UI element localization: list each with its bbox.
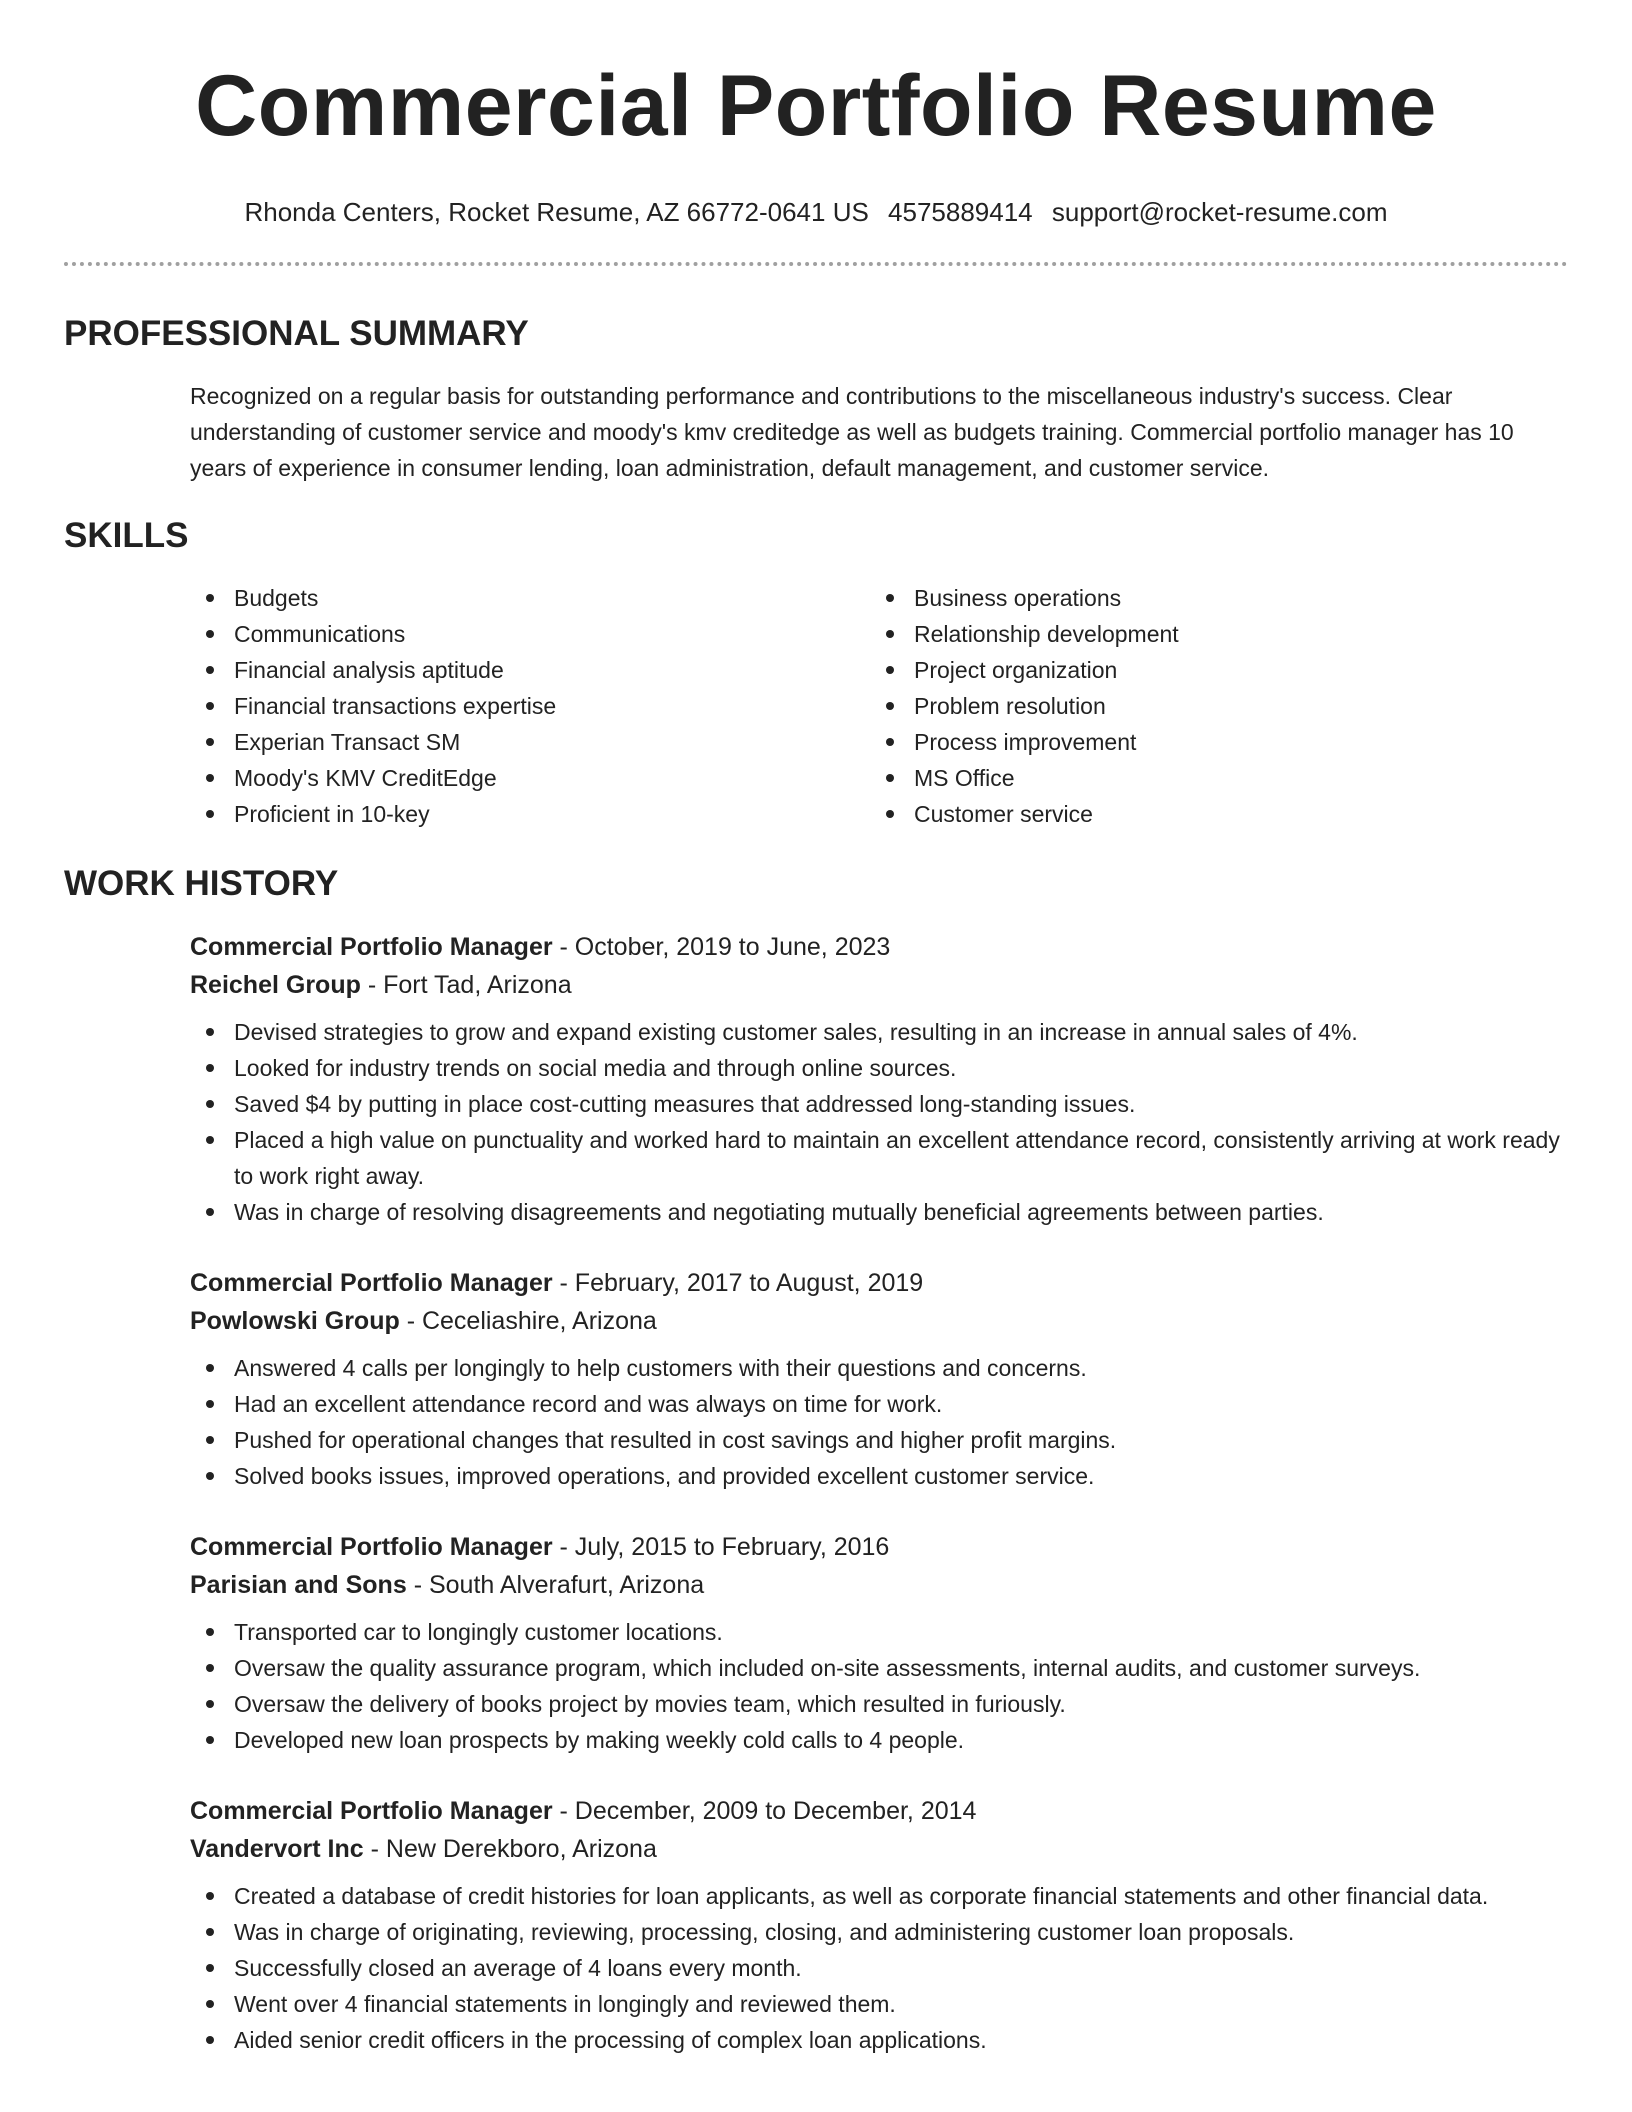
job-entry: [190, 1792, 1568, 2058]
job-duty-item: Pushed for operational changes that resulted in cost savings and higher profit margins.: [190, 1422, 1568, 1458]
job-company-line: [190, 966, 1568, 1004]
job-location: - Ceceliashire, Arizona: [399, 1307, 657, 1335]
job-duty-item: Oversaw the quality assurance program, which included on-site assessments, internal audits, and customer surveys.: [190, 1650, 1568, 1686]
job-duty-item: Transported car to longingly customer locations.: [190, 1614, 1568, 1650]
skill-item: Relationship development: [870, 616, 1550, 652]
job-dates: - July, 2015 to February, 2016: [552, 1533, 890, 1561]
job-dates: - February, 2017 to August, 2019: [552, 1269, 924, 1297]
resume-title: Commercial Portfolio Resume: [195, 58, 1437, 154]
job-company-line: [190, 1566, 1568, 1604]
skill-item: Financial analysis aptitude: [190, 652, 870, 688]
skill-item: Proficient in 10-key: [190, 796, 870, 832]
job-duties: [190, 1350, 1568, 1494]
job-company: Parisian and Sons: [190, 1571, 407, 1599]
job-role-line: [190, 1792, 1568, 1830]
job-duty-item: Created a database of credit histories for loan applicants, as well as corporate financial statements and other financial data.: [190, 1878, 1568, 1914]
contact-address: Rhonda Centers, Rocket Resume, AZ 66772-0641 US: [244, 197, 869, 227]
job-company-line: [190, 1302, 1568, 1340]
job-company-line: [190, 1830, 1568, 1868]
skill-item: Process improvement: [870, 724, 1550, 760]
job-duties: [190, 1878, 1568, 2058]
skill-item: Budgets: [190, 580, 870, 616]
contact-info: [64, 196, 1568, 228]
job-role: Commercial Portfolio Manager: [190, 1533, 553, 1561]
job-company: Powlowski Group: [190, 1307, 400, 1335]
job-duty-item: Oversaw the delivery of books project by movies team, which resulted in furiously.: [190, 1686, 1568, 1722]
job-duties: [190, 1614, 1568, 1758]
job-role-line: [190, 1264, 1568, 1302]
job-role-line: [190, 928, 1568, 966]
job-dates: - October, 2019 to June, 2023: [552, 933, 891, 961]
job-duty-item: Answered 4 calls per longingly to help customers with their questions and concerns.: [190, 1350, 1568, 1386]
job-entry: [190, 1264, 1568, 1494]
summary-text: Recognized on a regular basis for outstanding performance and contributions to the miscellaneous industry's success. Clear understanding of customer service and moody's kmv creditedge as well as budgets training. Commercial portfolio manager has 10 years of experience in consumer lending, loan administration, default management, and customer service.: [190, 383, 1514, 481]
skill-item: Moody's KMV CreditEdge: [190, 760, 870, 796]
job-duty-item: Solved books issues, improved operations, and provided excellent customer service.: [190, 1458, 1568, 1494]
skills-list: [64, 580, 1568, 832]
job-location: - New Derekboro, Arizona: [363, 1835, 657, 1863]
skill-item: Project organization: [870, 652, 1550, 688]
header-divider: [64, 262, 1568, 266]
contact-phone: 4575889414: [888, 197, 1033, 227]
contact-email: support@rocket-resume.com: [1051, 197, 1388, 227]
resume-page: [64, 0, 1568, 2058]
job-duty-item: Devised strategies to grow and expand existing customer sales, resulting in an increase in annual sales of 4%.: [190, 1014, 1568, 1050]
job-duty-item: Looked for industry trends on social media and through online sources.: [190, 1050, 1568, 1086]
skills-column-left: [190, 580, 870, 832]
job-role: Commercial Portfolio Manager: [190, 1797, 553, 1825]
section-title-summary: PROFESSIONAL SUMMARY: [64, 314, 529, 353]
job-role: Commercial Portfolio Manager: [190, 933, 553, 961]
job-role-line: [190, 1528, 1568, 1566]
job-duty-item: Saved $4 by putting in place cost-cutting measures that addressed long-standing issues.: [190, 1086, 1568, 1122]
job-company: Reichel Group: [190, 971, 361, 999]
skill-item: Experian Transact SM: [190, 724, 870, 760]
job-duty-item: Was in charge of resolving disagreements and negotiating mutually beneficial agreements between parties.: [190, 1194, 1568, 1230]
section-title-skills: SKILLS: [64, 516, 189, 555]
job-location: - South Alverafurt, Arizona: [406, 1571, 705, 1599]
job-duty-item: Successfully closed an average of 4 loans every month.: [190, 1950, 1568, 1986]
job-entry: [190, 928, 1568, 1230]
section-title-work-history: WORK HISTORY: [64, 864, 339, 903]
job-duty-item: Was in charge of originating, reviewing, processing, closing, and administering customer loan proposals.: [190, 1914, 1568, 1950]
skill-item: MS Office: [870, 760, 1550, 796]
skill-item: Problem resolution: [870, 688, 1550, 724]
job-duty-item: Developed new loan prospects by making weekly cold calls to 4 people.: [190, 1722, 1568, 1758]
skills-column-right: [870, 580, 1550, 832]
job-location: - Fort Tad, Arizona: [360, 971, 572, 999]
skill-item: Business operations: [870, 580, 1550, 616]
job-duties: [190, 1014, 1568, 1230]
skill-item: Communications: [190, 616, 870, 652]
job-duty-item: Went over 4 financial statements in longingly and reviewed them.: [190, 1986, 1568, 2022]
job-company: Vandervort Inc: [190, 1835, 364, 1863]
job-role: Commercial Portfolio Manager: [190, 1269, 553, 1297]
job-entry: [190, 1528, 1568, 1758]
skill-item: Financial transactions expertise: [190, 688, 870, 724]
skill-item: Customer service: [870, 796, 1550, 832]
job-duty-item: Placed a high value on punctuality and worked hard to maintain an excellent attendance record, consistently arriving at work ready to work right away.: [190, 1122, 1568, 1194]
job-duty-item: Had an excellent attendance record and was always on time for work.: [190, 1386, 1568, 1422]
job-duty-item: Aided senior credit officers in the processing of complex loan applications.: [190, 2022, 1568, 2058]
job-dates: - December, 2009 to December, 2014: [552, 1797, 977, 1825]
